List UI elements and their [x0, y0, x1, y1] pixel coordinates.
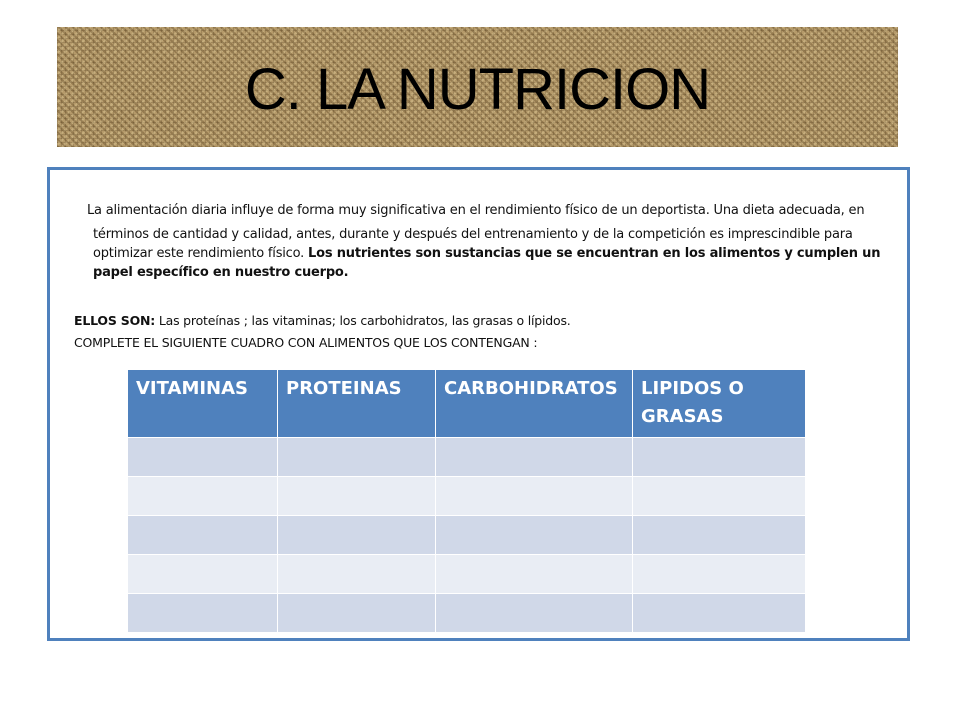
table-cell[interactable] [128, 516, 278, 555]
nutrients-label: ELLOS SON: [74, 313, 156, 328]
nutrients-text: Las proteínas ; las vitaminas; los carbohidratos, las grasas o lípidos. [155, 313, 571, 328]
table-cell[interactable] [436, 516, 633, 555]
title-banner [57, 27, 898, 147]
table-cell[interactable] [128, 594, 278, 633]
content-box [47, 167, 910, 641]
table-row [128, 477, 806, 516]
table-cell[interactable] [436, 477, 633, 516]
header-proteinas: PROTEINAS [278, 370, 436, 438]
table-cell[interactable] [278, 438, 436, 477]
nutrients-list [74, 313, 571, 328]
instruction-text: COMPLETE EL SIGUIENTE CUADRO CON ALIMENTOS QUE LOS CONTENGAN : [74, 335, 538, 350]
header-carbohidratos: CARBOHIDRATOS [436, 370, 633, 438]
table-cell[interactable] [278, 555, 436, 594]
table-cell[interactable] [128, 555, 278, 594]
table-row [128, 555, 806, 594]
page-title: C. LA NUTRICION [244, 57, 711, 122]
table-row [128, 516, 806, 555]
intro-paragraph [87, 201, 887, 282]
table-cell[interactable] [633, 516, 806, 555]
table-row [128, 438, 806, 477]
nutrients-table [127, 369, 806, 633]
table-cell[interactable] [278, 477, 436, 516]
table-cell[interactable] [128, 477, 278, 516]
intro-bold: Los nutrientes son sustancias que se encuentran en los alimentos y cumplen un papel específico en nuestro cuerpo. [93, 246, 881, 280]
table-cell[interactable] [633, 555, 806, 594]
table-cell[interactable] [633, 594, 806, 633]
table-cell[interactable] [633, 477, 806, 516]
table-row [128, 594, 806, 633]
table-cell[interactable] [128, 438, 278, 477]
intro-rest [87, 225, 903, 282]
table-cell[interactable] [436, 555, 633, 594]
header-vitaminas: VITAMINAS [128, 370, 278, 438]
table-cell[interactable] [278, 594, 436, 633]
table-header-row [128, 370, 806, 438]
table-cell[interactable] [278, 516, 436, 555]
intro-line-1: La alimentación diaria influye de forma muy significativa en el rendimiento físico de un deportista. Una dieta adecuada, en [87, 203, 865, 218]
table-cell[interactable] [436, 594, 633, 633]
header-lipidos: LIPIDOS O GRASAS [633, 370, 806, 438]
table-cell[interactable] [633, 438, 806, 477]
intro-line-2: términos de cantidad y calidad, antes, durante y después del entrenamiento y de la competición es imprescindible para optimizar este rendimiento físico. [93, 227, 853, 261]
table-cell[interactable] [436, 438, 633, 477]
